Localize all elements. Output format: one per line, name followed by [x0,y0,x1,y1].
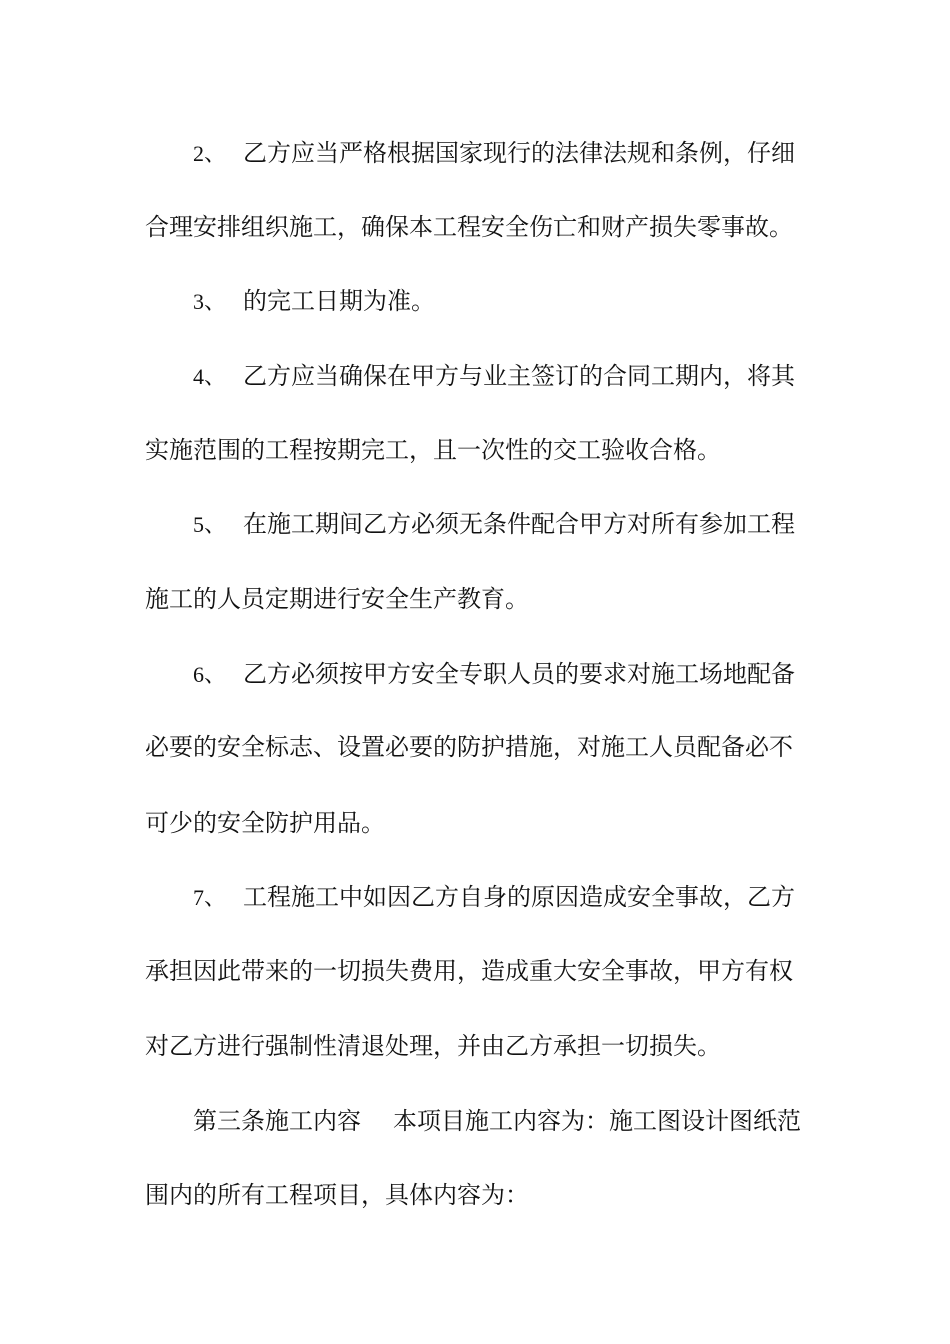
item-5-line-2 [0,579,529,619]
item-text: 施工的人员定期进行安全生产教育。 [145,585,529,613]
item-number: 2、 [193,141,227,166]
item-text: 工程施工中如因乙方自身的原因造成安全事故，乙方 [243,883,795,911]
article-3-line-2 [0,1175,529,1215]
item-number: 3、 [193,289,227,314]
article-text: 围内的所有工程项目，具体内容为： [145,1181,529,1209]
item-text: 对乙方进行强制性清退处理，并由乙方承担一切损失。 [145,1032,721,1060]
item-number: 7、 [193,885,227,910]
item-4-line-1 [0,356,795,396]
item-7-line-2 [0,951,793,991]
item-6-line-3 [0,803,385,843]
item-text: 合理安排组织施工，确保本工程安全伤亡和财产损失零事故。 [145,213,793,241]
item-text: 乙方应当严格根据国家现行的法律法规和条例，仔细 [243,139,795,167]
item-text: 乙方必须按甲方安全专职人员的要求对施工场地配备 [243,660,795,688]
item-text: 必要的安全标志、设置必要的防护措施，对施工人员配备必不 [145,733,793,761]
item-text: 实施范围的工程按期完工，且一次性的交工验收合格。 [145,436,721,464]
item-text: 可少的安全防护用品。 [145,809,385,837]
item-2-line-2 [0,207,793,247]
item-7-line-3 [0,1026,721,1066]
item-2-line-1 [0,133,795,173]
item-number: 4、 [193,364,227,389]
item-text: 在施工期间乙方必须无条件配合甲方对所有参加工程 [243,510,795,538]
article-title: 第三条施工内容 [193,1107,361,1135]
item-5-line-1 [0,504,795,544]
article-text: 本项目施工内容为：施工图设计图纸范 [393,1107,801,1135]
item-text: 乙方应当确保在甲方与业主签订的合同工期内，将其 [243,362,795,390]
item-number: 5、 [193,512,227,537]
item-7-line-1 [0,877,795,917]
item-text: 的完工日期为准。 [243,287,435,315]
item-6-line-1 [0,654,795,694]
item-3-line-1 [0,281,435,321]
article-3-line-1 [0,1101,801,1141]
item-4-line-2 [0,430,721,470]
item-number: 6、 [193,662,227,687]
item-text: 承担因此带来的一切损失费用，造成重大安全事故，甲方有权 [145,957,793,985]
item-6-line-2 [0,727,793,767]
